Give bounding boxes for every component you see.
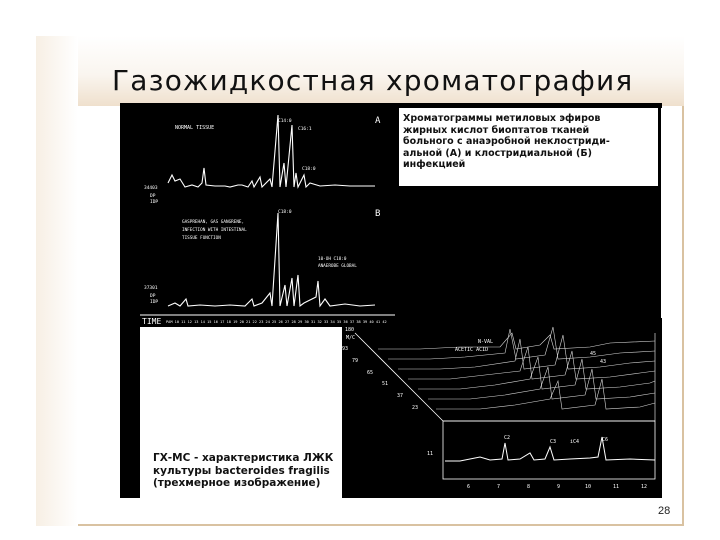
panel-a-letter: A xyxy=(375,116,381,126)
z-tick-6: 37 xyxy=(397,393,404,399)
z-tick-7: 23 xyxy=(412,405,419,411)
panel-a-side-label-2: DP xyxy=(150,194,156,199)
x-tick-6: 11 xyxy=(613,484,620,490)
panel-b-peak-label-3: ANAEROBE GLOBAL xyxy=(318,264,357,269)
panel-a-peak-label-3: C18:0 xyxy=(302,167,316,172)
annotation-45: 45 xyxy=(590,351,597,357)
panel-a-peak-label-1: C14:0 xyxy=(278,119,292,124)
x-tick-5: 10 xyxy=(585,484,592,490)
x-tick-7: 12 xyxy=(641,484,648,490)
panel-b-side-label-3: IDP xyxy=(150,300,159,305)
panel-a-peak-label-2: C16:1 xyxy=(298,127,312,132)
z-tick-3: 79 xyxy=(352,358,359,364)
z-axis-label: M/C xyxy=(346,335,356,341)
slide-left-band xyxy=(36,36,78,526)
panel-b-letter: B xyxy=(375,209,381,219)
top-caption: Хроматограммы метиловых эфиров жирных кислот биоптатов тканей больного с анаэробной неклостриди- альной (А) и клостридиальной (Б) инфекцией xyxy=(403,113,610,170)
time-axis-ticks: PAM 10 11 12 13 14 15 16 17 18 19 20 21 22 23 24 25 26 27 28 29 30 31 32 33 34 35 36 37 38 39 40 41 42 xyxy=(166,320,387,324)
peak-label-ic4: iC4 xyxy=(570,439,580,445)
ms-3d-plot xyxy=(342,327,655,490)
right-white-strip xyxy=(661,108,662,318)
peak-label-c3: C3 xyxy=(550,439,557,445)
panel-b-peak-label-2: 10-OH C18:0 xyxy=(318,257,347,262)
x-tick-1: 6 xyxy=(467,484,471,490)
z-tick-5: 51 xyxy=(382,381,389,387)
x-tick-2: 7 xyxy=(497,484,501,490)
panel-a-label: NORMAL TISSUE xyxy=(175,125,215,131)
panel-b-side-label-1: 37301 xyxy=(144,286,158,291)
panel-a-side-label-1: 34403 xyxy=(144,186,158,191)
panel-b-peak-label-1: C18:0 xyxy=(278,210,292,215)
panel-a-chromatogram xyxy=(144,115,381,205)
time-axis xyxy=(140,315,395,326)
z-tick-8: 11 xyxy=(427,451,434,457)
x-tick-3: 8 xyxy=(527,484,531,490)
panel-b-label-line-3: TISSUE FUNCTION xyxy=(182,236,221,241)
panel-b-side-label-2: DP xyxy=(150,294,156,299)
chromatography-figure xyxy=(120,103,662,498)
panel-a-side-label-3: IDP xyxy=(150,200,159,205)
panel-b-chromatogram xyxy=(144,209,380,306)
page-number: 28 xyxy=(658,505,671,517)
time-axis-label: TIME xyxy=(142,317,162,326)
peak-label-c6: C6 xyxy=(602,437,609,443)
annotation-n-val: N-VAL xyxy=(478,339,494,345)
panel-b-label-line-2: INFECTION WITH INTESTINAL xyxy=(182,228,247,233)
annotation-43: 43 xyxy=(600,359,607,365)
z-tick-2: 93 xyxy=(342,346,349,352)
peak-label-c2: C2 xyxy=(504,435,511,441)
annotation-acetic-acid: ACETIC ACID xyxy=(455,347,489,353)
x-tick-4: 9 xyxy=(557,484,561,490)
z-tick-4: 65 xyxy=(367,370,374,376)
z-tick-1: 180 xyxy=(345,327,355,333)
slide-title: Газожидкостная хроматография xyxy=(112,64,634,97)
bottom-caption: ГХ-МС - характеристика ЛЖК культуры bacteroides fragilis (трехмерное изображение) xyxy=(153,452,334,489)
panel-b-label-line-1: GASPREHAN, GAS GANGRENE, xyxy=(182,220,245,225)
